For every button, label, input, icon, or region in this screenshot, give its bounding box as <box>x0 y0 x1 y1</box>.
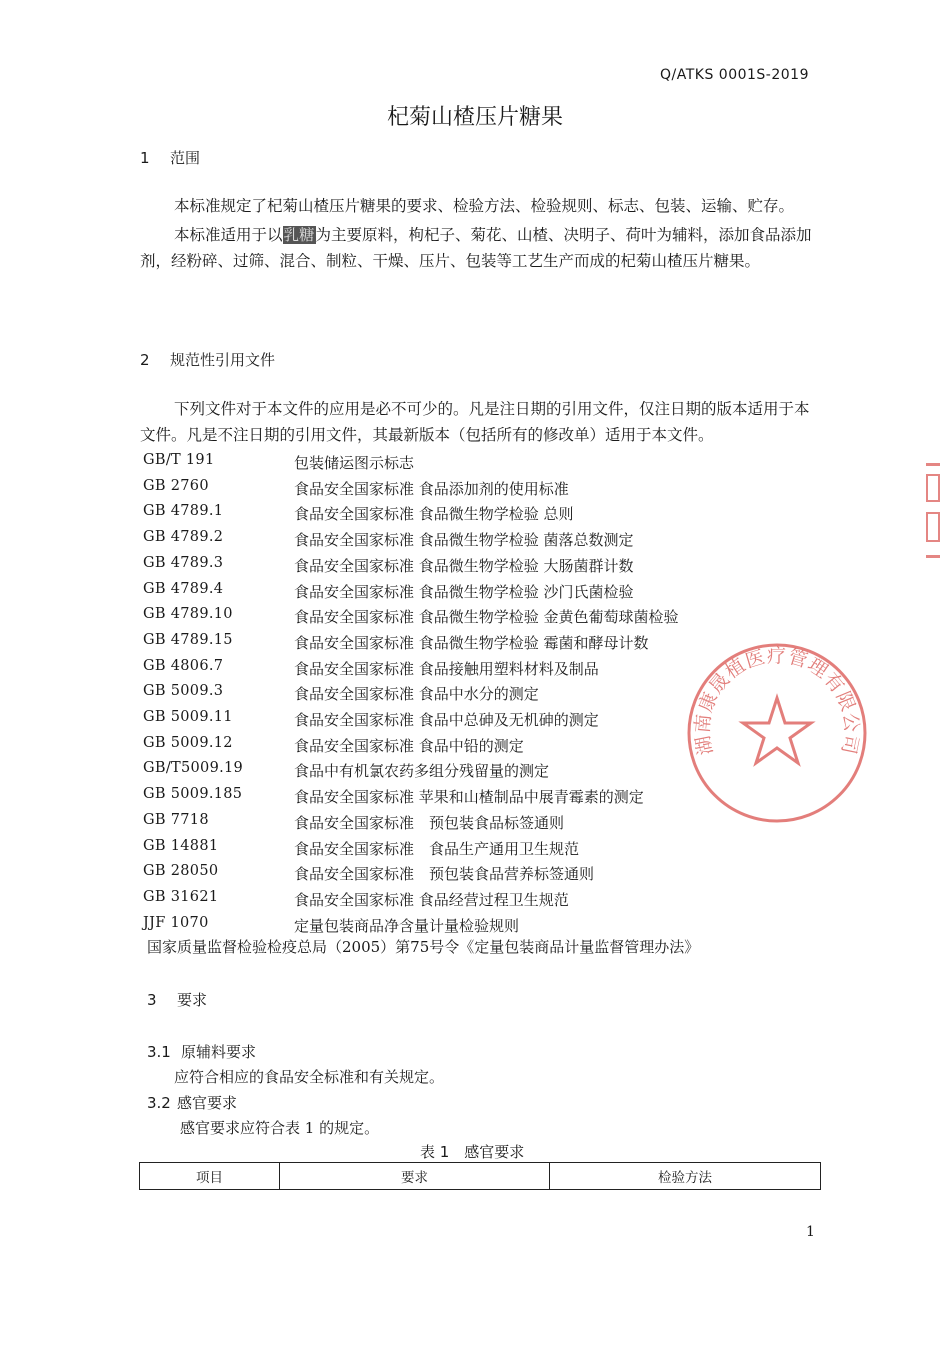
reference-title: 食品安全国家标准 食品经营过程卫生规范 <box>294 891 569 909</box>
section-2-heading <box>140 349 275 370</box>
reference-code: GB 4806.7 <box>143 658 224 674</box>
reference-code: GB 14881 <box>143 838 219 854</box>
reference-code: GB 7718 <box>143 812 209 828</box>
reference-code: GB 4789.2 <box>143 529 224 545</box>
reference-last-line: 国家质量监督检验检疫总局（2005）第75号令《定量包装商品计量监督管理办法》 <box>147 938 700 956</box>
company-seal <box>682 638 872 828</box>
reference-title: 食品中有机氯农药多组分残留量的测定 <box>294 762 550 780</box>
reference-code: GB 4789.1 <box>143 503 224 519</box>
section-number: 3 <box>147 991 157 1009</box>
reference-code: GB 5009.3 <box>143 683 224 699</box>
table-header-requirement: 要求 <box>401 1170 428 1186</box>
reference-code: GB 4789.4 <box>143 581 224 597</box>
document-code: Q/ATKS 0001S-2019 <box>660 67 809 83</box>
reference-title: 食品安全国家标准 预包装食品营养标签通则 <box>294 865 595 883</box>
reference-code: GB/T5009.19 <box>143 760 244 776</box>
table-header-item: 项目 <box>196 1170 223 1186</box>
references-intro <box>140 396 820 448</box>
section-number: 1 <box>140 149 150 167</box>
reference-title: 食品安全国家标准 预包装食品标签通则 <box>294 814 565 832</box>
subsection-3-1-text: 应符合相应的食品安全标准和有关规定。 <box>174 1068 445 1086</box>
reference-code: GB 5009.185 <box>143 786 243 802</box>
highlighted-ingredient: 乳糖 <box>283 226 315 244</box>
table-1 <box>139 1162 821 1190</box>
reference-code: GB 5009.12 <box>143 735 233 751</box>
scope-paragraph-1: 本标准规定了杞菊山楂压片糖果的要求、检验方法、检验规则、标志、包装、运输、贮存。 <box>174 197 795 215</box>
page-number: 1 <box>806 1224 815 1240</box>
reference-title: 食品安全国家标准 食品中总砷及无机砷的测定 <box>294 711 599 729</box>
subsection-number: 3.2 <box>147 1094 171 1112</box>
reference-code: GB 28050 <box>143 863 219 879</box>
section-3-heading <box>147 989 207 1010</box>
scope-paragraphs <box>140 193 820 274</box>
seal-text: 湖南康晟植医疗管理有限公司 <box>691 645 863 757</box>
reference-title: 食品安全国家标准 苹果和山楂制品中展青霉素的测定 <box>294 788 644 806</box>
scope-paragraph-2 <box>140 222 820 274</box>
reference-title: 食品安全国家标准 食品微生物学检验 金黄色葡萄球菌检验 <box>294 608 679 626</box>
reference-code: GB 4789.10 <box>143 606 233 622</box>
references-intro-text: 下列文件对于本文件的应用是必不可少的。凡是注日期的引用文件，仅注日期的版本适用于本文件。凡是不注日期的引用文件，其最新版本（包括所有的修改单）适用于本文件。 <box>140 400 810 444</box>
section-title: 要求 <box>177 991 208 1009</box>
reference-title: 食品安全国家标准 食品微生物学检验 霉菌和酵母计数 <box>294 634 649 652</box>
reference-title: 食品安全国家标准 食品中水分的测定 <box>294 685 539 703</box>
reference-code: GB 2760 <box>143 478 209 494</box>
reference-code: GB/T 191 <box>143 452 215 468</box>
subsection-3-1-heading <box>147 1041 256 1062</box>
seal-star-icon <box>743 698 811 763</box>
reference-title: 食品安全国家标准 食品微生物学检验 大肠菌群计数 <box>294 557 634 575</box>
reference-title: 食品安全国家标准 食品微生物学检验 菌落总数测定 <box>294 531 634 549</box>
reference-code: GB 31621 <box>143 889 219 905</box>
table-header-method: 检验方法 <box>658 1170 712 1186</box>
subsection-3-2-text: 感官要求应符合表 1 的规定。 <box>180 1119 380 1137</box>
reference-code: GB 4789.15 <box>143 632 233 648</box>
section-title: 规范性引用文件 <box>170 351 276 369</box>
reference-title: 定量包装商品净含量计量检验规则 <box>294 917 520 935</box>
reference-code: JJF 1070 <box>143 915 209 931</box>
section-title: 范围 <box>170 149 201 167</box>
binding-edge-mark <box>922 455 944 567</box>
section-number: 2 <box>140 351 150 369</box>
scope-text-before: 本标准适用于以 <box>174 226 283 244</box>
subsection-title: 感官要求 <box>177 1094 238 1112</box>
reference-title: 食品安全国家标准 食品微生物学检验 沙门氏菌检验 <box>294 583 634 601</box>
reference-title: 包装储运图示标志 <box>294 454 415 472</box>
reference-title: 食品安全国家标准 食品生产通用卫生规范 <box>294 840 580 858</box>
table-1-caption: 表 1 感官要求 <box>420 1143 525 1161</box>
reference-title: 食品安全国家标准 食品中铅的测定 <box>294 737 524 755</box>
reference-code: GB 4789.3 <box>143 555 224 571</box>
section-1-heading <box>140 147 200 168</box>
subsection-title: 原辅料要求 <box>181 1043 257 1061</box>
document-title: 杞菊山楂压片糖果 <box>386 105 563 130</box>
scope-text-after: 为主要原料，枸杞子、菊花、山楂、决明子、荷叶为辅料，添加食品添加剂，经粉碎、过筛、混合、制粒、干燥、压片、包装等工艺生产而成的杞菊山楂压片糖果。 <box>140 226 812 270</box>
reference-title: 食品安全国家标准 食品添加剂的使用标准 <box>294 480 569 498</box>
reference-code: GB 5009.11 <box>143 709 233 725</box>
reference-title: 食品安全国家标准 食品接触用塑料材料及制品 <box>294 660 599 678</box>
subsection-3-2-heading <box>147 1092 237 1113</box>
reference-title: 食品安全国家标准 食品微生物学检验 总则 <box>294 505 574 523</box>
subsection-number: 3.1 <box>147 1043 171 1061</box>
